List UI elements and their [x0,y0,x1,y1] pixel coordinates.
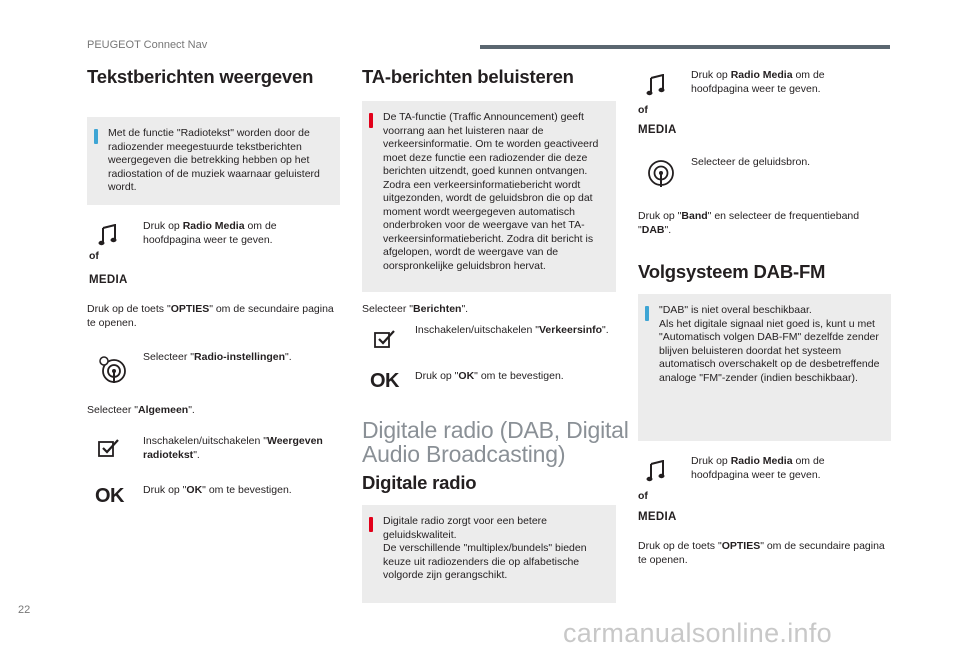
section-heading-text-messages: Tekstberichten weergeven [87,66,314,87]
checkbox-icon [98,439,120,457]
ok-label: OK [186,484,203,496]
select-general [87,404,195,418]
radio-settings-icon [97,354,127,384]
media-button-label: MEDIA [89,274,128,286]
toggle-radiotext [143,435,338,462]
toggle-traffic-info [415,324,610,338]
radio-settings-label: Radio-instellingen [194,351,286,363]
step-text: Inschakelen/uitschakelen " [143,435,267,447]
step-options [87,303,337,330]
heading-line: Digitale radio (DAB, Digital [362,417,629,443]
music-note-icon [646,460,666,482]
step-text: " om de secundaire pagina te openen. [638,540,885,566]
radiotext-label: Weergeven radiotekst [143,435,323,461]
step-text: ". [188,404,195,416]
step-text: Druk op [143,220,183,232]
step-text: om de hoofdpagina weer te geven. [143,220,277,246]
warning-note [362,505,616,603]
music-note-icon [98,224,118,246]
step-text: ". [602,324,609,336]
warning-mark-icon [369,113,373,128]
step-text: Druk op " [638,210,682,222]
confirm-ok [143,484,292,498]
or-label: of [89,250,99,262]
step-text: " om te bevestigen. [474,370,564,382]
heading-line: Audio Broadcasting) [362,441,566,467]
step-text: ". [285,351,292,363]
options-label: OPTIES [721,540,761,552]
ok-icon: OK [95,485,124,507]
info-mark-icon [645,306,649,321]
step-text: Selecteer " [87,404,139,416]
step-text: Druk op de toets " [638,540,722,552]
step-radio-media [691,455,881,482]
step-text: " om te bevestigen. [202,484,292,496]
info-note [638,294,891,441]
info-note-text: "DAB" is niet overal beschikbaar. Als het digitale signaal niet goed is, kunt u met "Automatisch volgen DAB-FM" dezelfde zender blijven beluisteren doordat het systeem automatisch overschakelt op de desbetreffende analoge "FM"-zender (indien beschikbaar). [659,304,880,384]
info-note-text: Met de functie "Radiotekst" worden door de radiozender meegestuurde tekstberichten weergegeven die betrekking hebben op het radiostation of de muziek waarnaar geluisterd wordt. [108,127,320,193]
section-heading-digital-radio: Digitale radio [362,472,477,493]
step-text: Inschakelen/uitschakelen " [415,324,539,336]
warning-note-text: De TA-functie (Traffic Announcement) geeft voorrang aan het luisteren naar de verkeersinformatie. Om te worden geactiveerd moet deze functie een radiozender die deze berichten uitzendt, goed kunnen ontvangen. Zodra een verkeersinformatiebericht wordt uitgezonden, wordt de geluidsbron die op dat moment wordt weergegeven automatisch onderbroken voor de weergave van het TA-verkeersinformatiebericht. Zodra dit bericht is afgelopen, wordt de weergave van de oorspronkelijke geluidsbron hervat. [383,111,599,272]
band-label: Band [681,210,708,222]
step-radio-media [143,220,333,247]
warning-mark-icon [369,517,373,532]
section-heading-ta-messages: TA-berichten beluisteren [362,66,574,87]
section-heading-dab-fm: Volgsysteem DAB-FM [638,261,826,282]
step-text: " om de secundaire pagina te openen. [87,303,334,329]
step-text: om de hoofdpagina weer te geven. [691,69,825,95]
info-note [87,117,340,205]
warning-note [362,101,616,292]
confirm-ok [415,370,564,384]
ok-label: OK [458,370,475,382]
messages-label: Berichten [413,303,462,315]
step-text: Selecteer " [362,303,414,315]
step-text: " en selecteer de frequentieband " [638,210,860,236]
step-text: ". [664,223,672,236]
dab-label: DAB [641,223,665,236]
info-mark-icon [94,129,98,144]
step-text: om de hoofdpagina weer te geven. [691,455,825,481]
step-text: Druk op " [143,484,187,496]
header-bar [480,45,890,49]
select-messages [362,303,468,317]
header-title: PEUGEOT Connect Nav [87,39,208,51]
media-button-label: MEDIA [638,511,677,523]
step-text: Selecteer " [143,351,195,363]
step-text: ". [461,303,469,315]
radio-media-label: Radio Media [730,69,793,81]
music-note-icon [646,74,666,96]
step-radio-media [691,69,881,96]
section-heading-digital-radio-dab [362,418,629,466]
warning-note-text: Digitale radio zorgt voor een betere geluidskwaliteit. De verschillende "multiplex/bundels" bieden keuze uit radiozenders die op alfabetische volgorde zijn gerangschikt. [383,515,587,581]
step-band [638,210,888,237]
select-source: Selecteer de geluidsbron. [691,156,811,168]
watermark: carmanualsonline.info [563,618,832,648]
step-text: ". [193,448,200,461]
select-radio-settings [143,351,292,365]
options-label: OPTIES [170,303,210,315]
page-number: 22 [18,604,31,616]
radio-media-label: Radio Media [730,455,793,467]
general-label: Algemeen [138,404,189,416]
media-button-label: MEDIA [638,124,677,136]
step-text: Druk op " [415,370,459,382]
step-text: Druk op [691,69,731,81]
radio-source-icon [646,158,676,188]
step-text: Druk op de toets " [87,303,171,315]
traffic-info-label: Verkeersinfo [538,324,603,336]
ok-icon: OK [370,370,399,392]
step-options [638,540,888,567]
step-text: Druk op [691,455,731,467]
or-label: of [638,104,648,116]
checkbox-icon [374,330,396,348]
or-label: of [638,490,648,502]
radio-media-label: Radio Media [182,220,245,232]
